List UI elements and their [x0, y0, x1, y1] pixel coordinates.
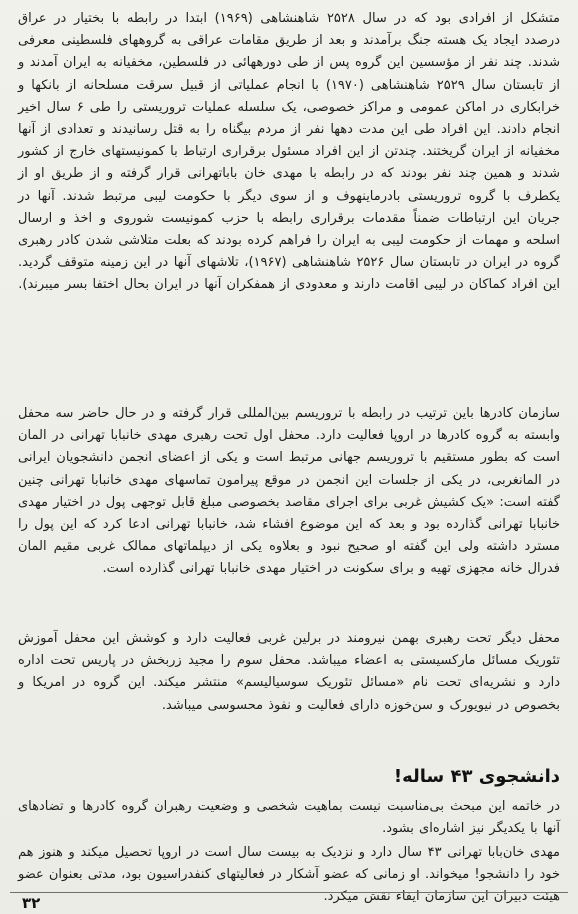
body-paragraph: سازمان کادرها باین ترتیب در رابطه با تروریسم بین‌المللی قرار گرفته و در حال حاضر سه محفل وابسته به گروه کادرها در اروپا فعالیت دارد. محفل اول تحت رهبری مهدی خانبابا تهرانی در المان است که بطور مستقیم با تروریسم جهانی مرتبط است و یکی از اعضای انجمن دانشجویان ایرانی در المانغربی، در یکی از جلسات این انجمن در موقع پیرامون تماسهای مهدی خانبابا تهرانی چنین گفته است: «یک کشیش غربی برای اجرای مقاصد بخصوصی مبلغ قابل توجهی پول در اختیار مهدی خانبابا تهرانی گذارده بود و بعد که این موضوع افشاء شد، خانبابا تهرانی ادعا کرد که این پول را مسترد داشته ولی این گفته او صحیح نبود و بعلاوه یکی از دیپلماتهای ممالک غربی مقیم المان فدرال خانه مجهزی تهیه و برای سکونت در اختیار مهدی خانبابا تهرانی گذارده است.	[18, 406, 560, 577]
body-paragraph: محفل دیگر تحت رهبری بهمن نیرومند در برلین غربی فعالیت دارد و کوشش این محفل آموزش تئوریک مسائل مارکسیستی به اعضاء میباشد. محفل سوم را مجید زربخش در پاریس تحت اداره دارد و نشریه‌ای تحت نام «مسائل تئوریک سوسیالیسم» منتشر میکند. این گروه در امریکا و بخصوص در نیویورک و سن‌خوزه دارای فعالیت و نفوذ محسوسی میباشد.	[18, 631, 560, 713]
body-paragraph: متشکل از افرادی بود که در سال ۲۵۲۸ شاهنشاهی (۱۹۶۹) ابتدا در رابطه با بختیار در عراق درصدد ایجاد یک هسته جنگ برآمدند و بعد از طریق مقامات عراقی به گروههای فلسطینی معرفی شدند. چند نفر از مؤسسین این گروه پس از طی دورههائی در فلسطین، مخفیانه به ایران آمدند و از تابستان سال ۲۵۲۹ شاهنشاهی (۱۹۷۰) با انجام عملیاتی از قبیل سرقت مسلحانه از بانکها و خرابکاری در اماکن عمومی و مراکز خصوصی، یک سلسله عملیات تروریستی را طی ۶ سال اخیر انجام دادند. این افراد طی این مدت دهها نفر از مردم بیگناه را به قتل رسانیدند و تعدادی از آنها مخفیانه از ایران گریختند. چندتن از این افراد مسئول برقراری ارتباط با کمونیستهای خارج از کشور شدند و همین چند نفر بودند که در رابطه با مهدی خان باباتهرانی قرار گرفته و از طریق او از یکطرف با گروه تروریستی بادرماینهوف و از سوی دیگر با حکومت لیبی مرتبط شدند. آنها در جریان این ارتباطات ضمناً مقدمات برقراری رابطه با حزب کمونیست شوروی و اخذ و ارسال اسلحه و مهمات از حکومت لیبی به ایران را فراهم کرده بودند که بعلت متلاشی شدن کادر رهبری گروه در ایران در تابستان سال ۲۵۲۶ شاهنشاهی (۱۹۶۷)، تلاشهای آنها در این زمینه متوقف گردید. این افراد کماکان در لیبی اقامت دارند و معدودی از همفکران آنها در ایران بحال اختفا بسر میبرند).	[18, 11, 561, 293]
page-number: ۳۲	[22, 894, 41, 912]
footer-divider	[10, 892, 568, 893]
section-heading: دانشجوی ۴۳ ساله!	[393, 766, 560, 787]
body-paragraph: در خاتمه این مبحث بی‌مناسبت نیست بماهیت شخصی و وضعیت رهبران گروه کادرها و تضادهای آنها با یکدیگر نیز اشاره‌ای بشود.	[18, 799, 560, 837]
body-paragraph: مهدی خان‌بابا تهرانی ۴۳ سال دارد و نزدیک به بیست سال است در اروپا تحصیل میکند و هنوز هم خود را دانشجو! میخواند. او زمانی که عضو آشکار در فعالیتهای کنفدراسیون بود، مدتی بعنوان عضو هیئت دبیران این سازمان ایفاء نقش میکرد.	[18, 845, 561, 905]
